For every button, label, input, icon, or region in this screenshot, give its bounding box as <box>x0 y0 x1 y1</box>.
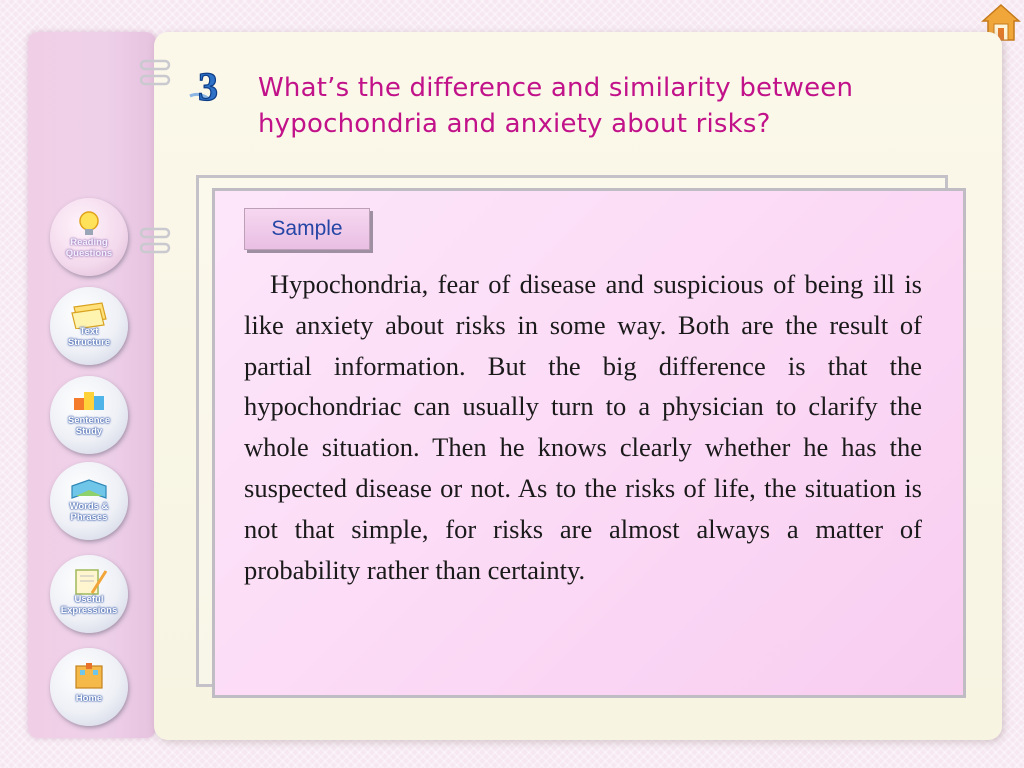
nav-reading-questions[interactable] <box>50 198 128 276</box>
colored-blocks-icon <box>66 388 112 418</box>
nav-useful-expressions[interactable] <box>50 555 128 633</box>
nav-label: Reading Questions <box>65 237 113 259</box>
sample-body-text: Hypochondria, fear of disease and suspicious of being ill is like anxiety about risks in some way. Both are the result of partial information. But the big difference is that the hypochondriac can usually turn to a physician to clarify the whole situation. Then he knows clearly whether he has the suspected disease or not. As to the risks of life, the situation is not that simple, for risks are almost always a matter of probability rather than certainty. <box>244 269 922 585</box>
question-number-badge <box>188 62 232 108</box>
nav-label: Text Structure <box>67 326 111 348</box>
nav-label: Home <box>75 692 103 704</box>
book-stack-icon <box>66 299 112 329</box>
nav-home[interactable] <box>50 648 128 726</box>
nav-label: Words & Phrases <box>69 501 109 523</box>
question-number: 3 <box>198 64 218 108</box>
nav-text-structure[interactable] <box>50 287 128 365</box>
binder-ring-icon <box>138 226 172 256</box>
binder-ring-icon <box>138 58 172 88</box>
nav-words-phrases[interactable] <box>50 462 128 540</box>
nav-label: Useful Expressions <box>60 594 118 616</box>
notepad-pencil-icon <box>66 567 112 597</box>
nav-label: Sentence Study <box>67 415 111 437</box>
open-book-icon <box>66 474 112 504</box>
lightbulb-icon <box>66 210 112 240</box>
question-text: What’s the difference and similarity between hypochondria and anxiety about risks? <box>258 73 854 139</box>
nav-sentence-study[interactable] <box>50 376 128 454</box>
sample-tag: Sample <box>244 208 370 250</box>
building-icon <box>66 660 112 690</box>
